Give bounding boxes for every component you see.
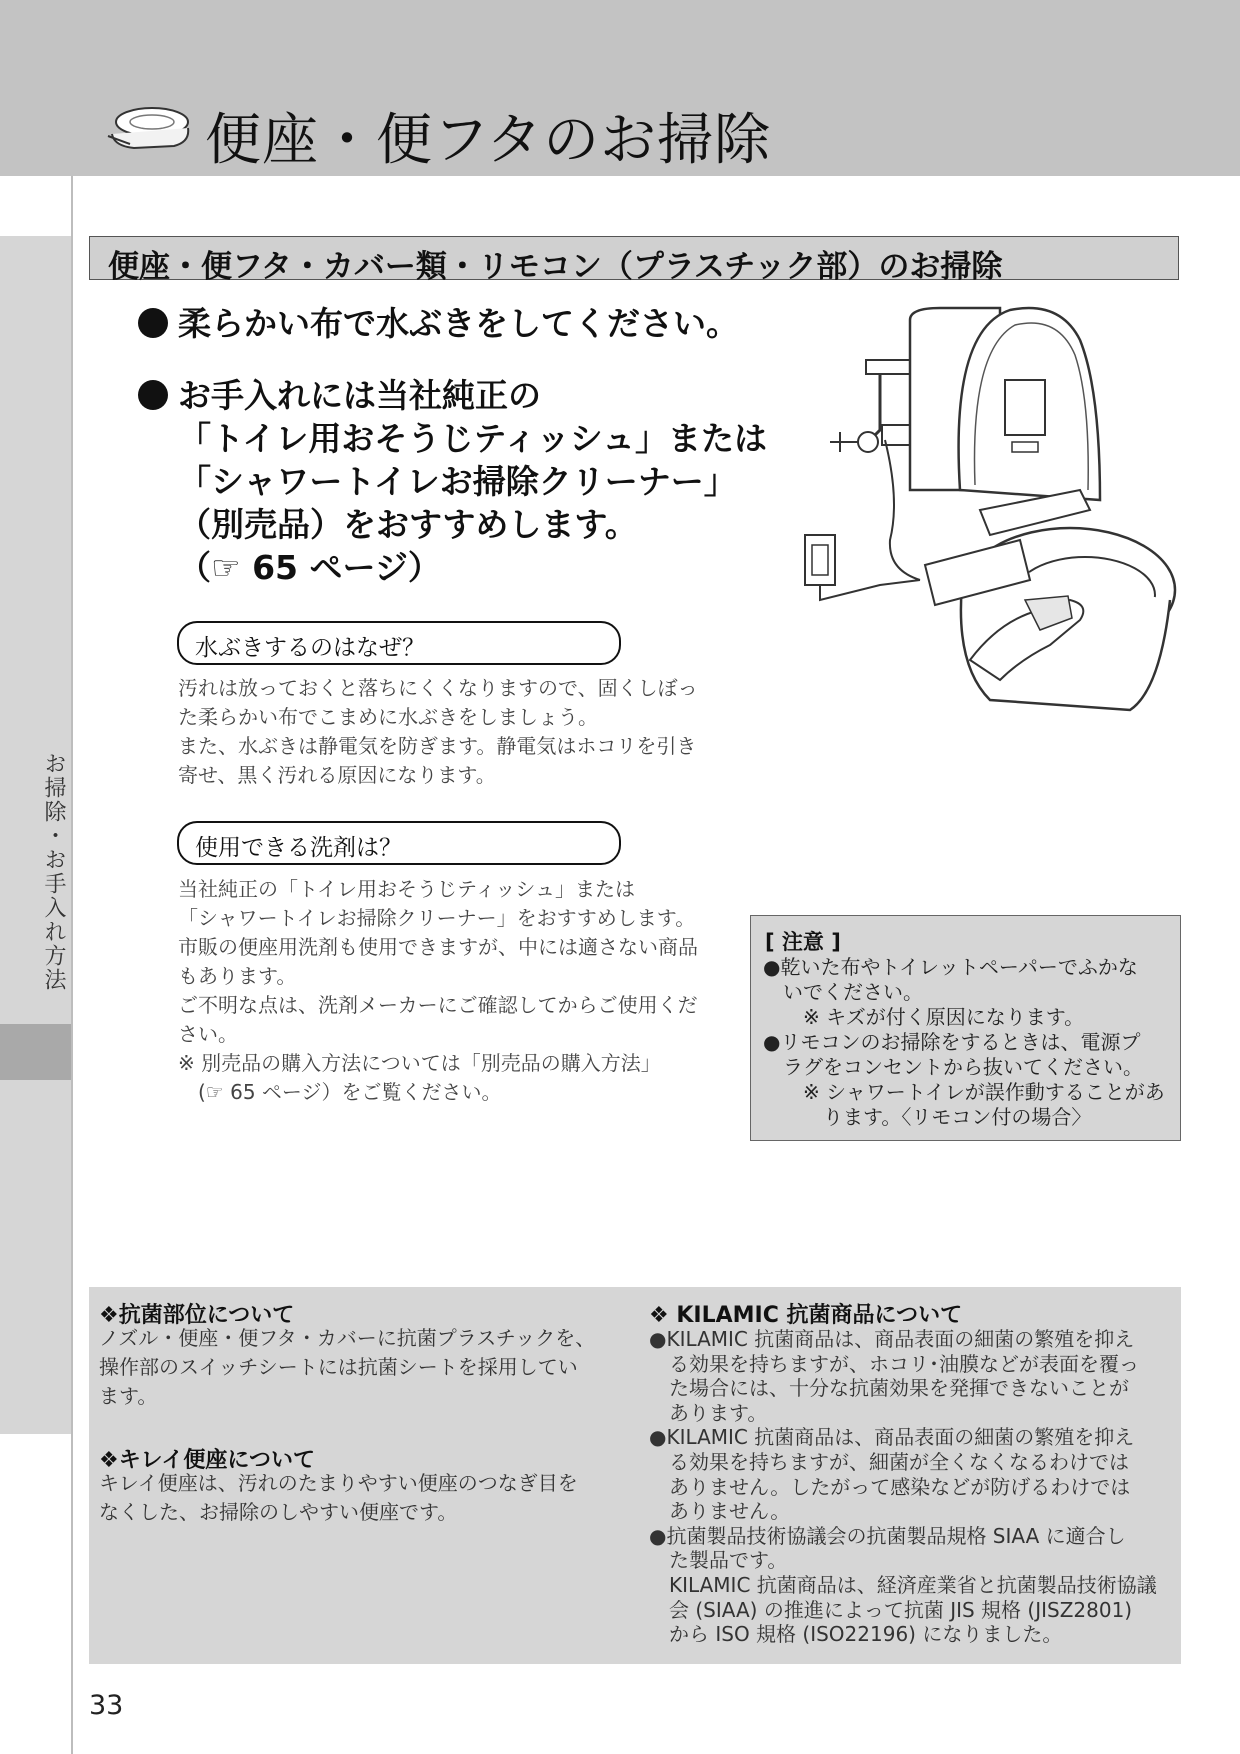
kilamic-line: ●抗菌製品技術協議会の抗菌製品規格 SIAA に適合し <box>649 1523 1126 1548</box>
answer-line: もあります。 <box>178 964 297 988</box>
question-detergent <box>177 821 621 865</box>
header-band <box>0 0 1240 176</box>
caution-line: ●リモコンのお掃除をするときは、電源プ <box>763 1030 1141 1054</box>
caution-box <box>750 915 1181 1141</box>
kilamic-line: KILAMIC 抗菌商品は、経済産業省と抗菌製品技術協議 <box>649 1573 1157 1597</box>
kilamic-line: あります。 <box>649 1400 768 1425</box>
instruction-bullet-1 <box>138 298 739 345</box>
caution-line: ●乾いた布やトイレットペーパーでふかな <box>763 955 1138 979</box>
kilamic-line: から ISO 規格 (ISO22196) になりました。 <box>649 1622 1063 1647</box>
antibacterial-heading: ❖抗菌部位について <box>99 1303 295 1328</box>
answer-line: 「シャワートイレお掃除クリーナー」をおすすめします。 <box>178 906 696 930</box>
page-number: 33 <box>89 1690 124 1721</box>
caution-line: ります。〈リモコン付の場合〉 <box>763 1105 1092 1129</box>
page-title: 便座・便フタのお掃除 <box>205 108 772 173</box>
kilamic-line: た場合には、十分な抗菌効果を発揮できないことが <box>649 1376 1129 1401</box>
question-why-wipe <box>177 621 621 665</box>
toilet-cleaning-illustration <box>800 300 1180 740</box>
kilamic-line: た製品です。 <box>649 1548 788 1573</box>
question-label: 水ぶきするのはなぜ？ <box>195 635 425 661</box>
kilamic-heading: ❖ KILAMIC 抗菌商品について <box>649 1303 963 1328</box>
section-heading-bar <box>89 236 1179 285</box>
antibacterial-line: ノズル・便座・便フタ・カバーに抗菌プラスチックを、 <box>99 1326 596 1350</box>
answer-line: (☞ 65 ページ）をご覧ください。 <box>178 1080 502 1104</box>
answer-line: さい。 <box>178 1022 238 1046</box>
kilamic-line: ありません。 <box>649 1499 791 1524</box>
side-rule <box>71 176 73 1754</box>
antibacterial-line: 操作部のスイッチシートには抗菌シートを採用してい <box>99 1355 578 1379</box>
question-label: 使用できる洗剤は？ <box>195 835 402 861</box>
answer-line: 当社純正の「トイレ用おそうじティッシュ」または <box>178 877 635 901</box>
answer-line: 市販の便座用洗剤も使用できますが、中には適さない商品 <box>178 935 698 959</box>
clean-seat-line: キレイ便座は、汚れのたまりやすい便座のつなぎ目を <box>99 1471 578 1495</box>
answer-line: た柔らかい布でこまめに水ぶきをしましょう。 <box>178 705 598 729</box>
instruction-text-2-line: 「シャワートイレお掃除クリーナー」 <box>178 462 737 501</box>
clean-seat-line: なくした、お掃除のしやすい便座です。 <box>99 1500 458 1524</box>
bullet-dot-icon <box>138 308 168 338</box>
kilamic-line: ●KILAMIC 抗菌商品は、商品表面の細菌の繁殖を抑え <box>649 1425 1135 1450</box>
kilamic-line: ●KILAMIC 抗菌商品は、商品表面の細菌の繁殖を抑え <box>649 1327 1135 1351</box>
antibacterial-line: ます。 <box>99 1384 158 1408</box>
toilet-seat-icon <box>104 100 192 156</box>
kilamic-line: 会 (SIAA) の推進によって抗菌 JIS 規格 (JISZ2801) <box>649 1597 1133 1622</box>
answer-line: また、水ぶきは静電気を防ぎます。静電気はホコリを引き <box>178 734 697 758</box>
instruction-text-1: 柔らかい布で水ぶきをしてください。 <box>178 304 739 343</box>
instruction-bullet-2 <box>138 370 541 417</box>
kilamic-line: ありません。したがって感染などが防げるわけでは <box>649 1474 1131 1499</box>
kilamic-line: る効果を持ちますが、ホコリ･油膜などが表面を覆っ <box>649 1351 1139 1376</box>
answer-line: ご不明な点は、洗剤メーカーにご確認してからご使用くだ <box>178 993 698 1017</box>
answer-line: 汚れは放っておくと落ちにくくなりますので、固くしぼっ <box>178 676 698 700</box>
section-title: 便座・便フタ・カバー類・リモコン（プラスチック部）のお掃除 <box>108 249 1003 285</box>
info-box <box>89 1287 1181 1664</box>
instruction-text-2-line: お手入れには当社純正の <box>178 376 541 415</box>
bullet-dot-icon <box>138 380 168 410</box>
caution-line: ※ キズが付く原因になります。 <box>763 1005 1085 1029</box>
caution-title: [ 注意 ] <box>765 930 841 954</box>
instruction-text-2-line: 「トイレ用おそうじティッシュ」または <box>178 419 768 458</box>
kilamic-line: る効果を持ちますが、細菌が全くなくなるわけでは <box>649 1450 1129 1474</box>
page-reference: （☞ 65 ページ） <box>178 548 441 587</box>
caution-line: いでください。 <box>763 980 923 1004</box>
instruction-text-2-line: （別売品）をおすすめします。 <box>178 505 638 544</box>
caution-line: ラグをコンセントから抜いてください。 <box>763 1055 1143 1079</box>
caution-line: ※ シャワートイレが誤作動することがあ <box>763 1080 1165 1104</box>
answer-line: 寄せ、黒く汚れる原因になります。 <box>178 763 496 787</box>
clean-seat-heading: ❖キレイ便座について <box>99 1448 315 1473</box>
answer-line: ※ 別売品の購入方法については「別売品の購入方法」 <box>178 1051 661 1075</box>
side-tab-marker <box>0 1024 71 1080</box>
side-tab-label: お掃除・お手入れ方法 <box>41 752 66 992</box>
